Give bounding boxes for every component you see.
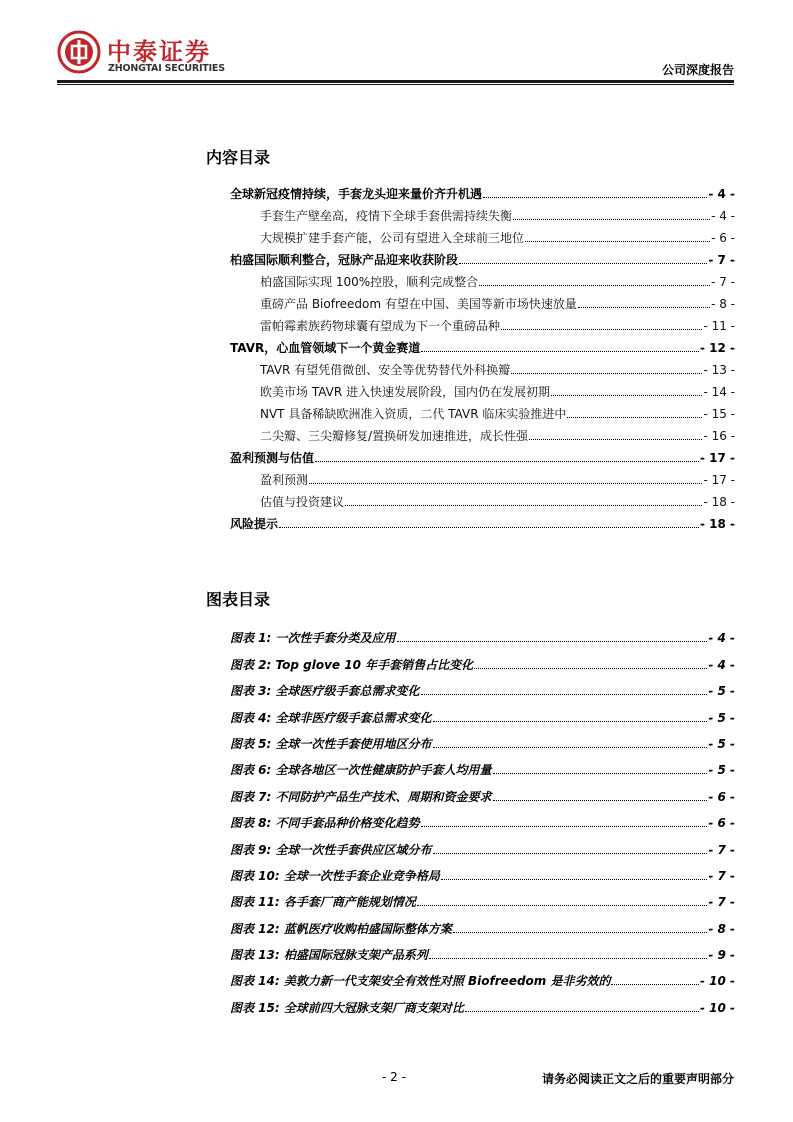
figure-entry-text: 图表 5: 全球一次性手套使用地区分布	[230, 736, 432, 751]
figure-entry-text: 图表 12: 蓝帆医疗收购柏盛国际整体方案	[230, 921, 452, 936]
figure-entry-text: 图表 8: 不同手套品种价格变化趋势	[230, 816, 420, 831]
figure-entry-page: - 5 -	[708, 710, 735, 725]
figure-entry-page: - 8 -	[708, 921, 735, 936]
toc-entry[interactable]	[230, 422, 735, 444]
toc-entry-text: TAVR 有望凭借微创、安全等优势替代外科换瓣	[260, 363, 511, 377]
figure-entry-text: 图表 1: 一次性手套分类及应用	[230, 631, 396, 646]
figure-entry[interactable]	[230, 620, 735, 646]
toc-entry-text: 重磅产品 Biofreedom 有望在中国、美国等新市场快速放量	[260, 297, 577, 311]
dot-leader	[417, 905, 707, 906]
lof-title: 图表目录	[206, 590, 271, 609]
toc-entry-page: - 11 -	[703, 319, 735, 333]
dot-leader	[279, 527, 699, 528]
dot-leader	[345, 505, 702, 506]
toc-entry[interactable]	[230, 268, 735, 290]
toc-entry-page: - 17 -	[699, 451, 735, 465]
dot-leader	[315, 461, 699, 462]
toc-entry[interactable]	[230, 202, 735, 224]
brand-name-en: ZHONGTAI SECURITIES	[108, 63, 225, 74]
toc-entry-text: NVT 具备稀缺欧洲准入资质，二代 TAVR 临床实验推进中	[260, 407, 567, 421]
figure-entry-page: - 5 -	[708, 736, 735, 751]
figure-entry-page: - 10 -	[699, 974, 735, 989]
dot-leader	[309, 483, 702, 484]
dot-leader	[525, 241, 710, 242]
dot-leader	[501, 329, 702, 330]
figure-entry-page: - 6 -	[708, 816, 735, 831]
figure-entry[interactable]	[230, 937, 735, 963]
toc-entry-page: - 12 -	[699, 341, 735, 355]
report-type-label: 公司深度报告	[661, 63, 734, 77]
toc-entry-page: - 17 -	[703, 473, 735, 487]
dot-leader	[493, 800, 708, 801]
toc-entry-page: - 16 -	[703, 429, 735, 443]
figure-entry[interactable]	[230, 673, 735, 699]
toc-entry-text: 手套生产壁垒高，疫情下全球手套供需持续失衡	[260, 209, 513, 223]
toc-entry-page: - 18 -	[703, 495, 735, 509]
figure-entry-text: 图表 4: 全球非医疗级手套总需求变化	[230, 710, 432, 725]
toc-entry[interactable]	[230, 466, 735, 488]
toc-entry-text: TAVR，心血管领域下一个黄金赛道	[230, 341, 421, 355]
toc-entry[interactable]	[230, 334, 735, 356]
toc-entry-text: 盈利预测与估值	[230, 451, 315, 465]
figure-entry[interactable]	[230, 831, 735, 857]
page-number: - 2 -	[382, 1070, 406, 1084]
figure-entry-text: 图表 7: 不同防护产品生产技术、周期和资金要求	[230, 789, 492, 804]
dot-leader	[493, 773, 708, 774]
dot-leader	[433, 853, 708, 854]
toc-entry[interactable]	[230, 356, 735, 378]
figure-entry[interactable]	[230, 805, 735, 831]
toc-entry-page: - 4 -	[711, 209, 735, 223]
figure-entry-text: 图表 6: 全球各地区一次性健康防护手套人均用量	[230, 763, 492, 778]
toc-entry-text: 雷帕霉素族药物球囊有望成为下一个重磅品种	[260, 319, 501, 333]
toc-entry-page: - 13 -	[703, 363, 735, 377]
page-header	[0, 0, 793, 90]
dot-leader	[479, 285, 710, 286]
dot-leader	[421, 694, 708, 695]
figure-entry-text: 图表 14: 美敦力新一代支架安全有效性对照 Biofreedom 是非劣效的	[230, 974, 611, 989]
figure-entry[interactable]	[230, 646, 735, 672]
dot-leader	[459, 263, 707, 264]
dot-leader	[483, 197, 707, 198]
toc-entry-page: - 18 -	[699, 517, 735, 531]
toc-entry-page: - 8 -	[711, 297, 735, 311]
figure-entry[interactable]	[230, 699, 735, 725]
figure-entry[interactable]	[230, 778, 735, 804]
toc-entry-text: 欧美市场 TAVR 进入快速发展阶段，国内仍在发展初期	[260, 385, 551, 399]
figure-entry-page: - 7 -	[708, 842, 735, 857]
dot-leader	[453, 932, 707, 933]
brand-name-cn: 中泰证券	[107, 38, 211, 66]
toc-entry-text: 大规模扩建手套产能，公司有望进入全球前三地位	[260, 231, 525, 245]
toc-entry-page: - 15 -	[703, 407, 735, 421]
figure-entry-text: 图表 3: 全球医疗级手套总需求变化	[230, 684, 420, 699]
figure-entry[interactable]	[230, 884, 735, 910]
figure-entry-page: - 5 -	[708, 684, 735, 699]
dot-leader	[513, 219, 710, 220]
toc-entry-text: 二尖瓣、三尖瓣修复/置换研发加速推进，成长性强	[260, 429, 529, 443]
toc-entry-text: 柏盛国际实现 100%控股，顺利完成整合	[260, 275, 479, 289]
toc-entry-page: - 6 -	[711, 231, 735, 245]
dot-leader	[611, 984, 699, 985]
dot-leader	[465, 1011, 699, 1012]
toc-entry-page: - 7 -	[711, 275, 735, 289]
toc-entry[interactable]	[230, 444, 735, 466]
zhongtai-logo-icon	[57, 30, 101, 74]
table-of-contents	[230, 180, 735, 532]
toc-entry[interactable]	[230, 224, 735, 246]
toc-entry[interactable]	[230, 180, 735, 202]
dot-leader	[421, 351, 699, 352]
figure-entry-page: - 4 -	[708, 657, 735, 672]
figure-entry-page: - 5 -	[708, 763, 735, 778]
header-divider-thin	[57, 84, 734, 85]
figure-entry-page: - 4 -	[708, 631, 735, 646]
dot-leader	[397, 641, 708, 642]
dot-leader	[429, 958, 707, 959]
figure-entry-page: - 7 -	[708, 868, 735, 883]
figure-entry-text: 图表 13: 柏盛国际冠脉支架产品系列	[230, 948, 428, 963]
dot-leader	[474, 668, 707, 669]
list-of-figures	[230, 620, 735, 1016]
figure-entry[interactable]	[230, 910, 735, 936]
figure-entry[interactable]	[230, 963, 735, 989]
dot-leader	[578, 307, 710, 308]
figure-entry[interactable]	[230, 858, 735, 884]
toc-title: 内容目录	[206, 148, 271, 167]
toc-entry-text: 盈利预测	[260, 473, 309, 487]
figure-entry-text: 图表 2: Top glove 10 年手套销售占比变化	[230, 657, 474, 672]
toc-entry-text: 全球新冠疫情持续，手套龙头迎来量价齐升机遇	[230, 187, 483, 201]
figure-entry-page: - 6 -	[708, 789, 735, 804]
dot-leader	[441, 879, 707, 880]
toc-entry[interactable]	[230, 312, 735, 334]
dot-leader	[567, 417, 702, 418]
toc-entry[interactable]	[230, 488, 735, 510]
figure-entry[interactable]	[230, 726, 735, 752]
figure-entry-page: - 10 -	[699, 1000, 735, 1015]
toc-entry[interactable]	[230, 246, 735, 268]
toc-entry[interactable]	[230, 378, 735, 400]
toc-entry-page: - 7 -	[708, 253, 735, 267]
dot-leader	[433, 721, 708, 722]
figure-entry-text: 图表 10: 全球一次性手套企业竞争格局	[230, 868, 440, 883]
disclaimer-note: 请务必阅读正文之后的重要声明部分	[541, 1072, 734, 1086]
toc-entry-text: 柏盛国际顺利整合，冠脉产品迎来收获阶段	[230, 253, 459, 267]
toc-entry-page: - 14 -	[703, 385, 735, 399]
figure-entry-text: 图表 15: 全球前四大冠脉支架厂商支架对比	[230, 1000, 464, 1015]
figure-entry[interactable]	[230, 989, 735, 1015]
company-logo	[57, 30, 257, 78]
header-divider	[57, 80, 734, 83]
dot-leader	[433, 747, 708, 748]
toc-entry[interactable]	[230, 510, 735, 532]
dot-leader	[551, 395, 702, 396]
toc-entry-page: - 4 -	[708, 187, 735, 201]
toc-entry[interactable]	[230, 290, 735, 312]
dot-leader	[421, 826, 708, 827]
figure-entry-page: - 7 -	[708, 895, 735, 910]
toc-entry-text: 风险提示	[230, 517, 279, 531]
dot-leader	[511, 373, 702, 374]
figure-entry-text: 图表 11: 各手套厂商产能规划情况	[230, 895, 416, 910]
toc-entry-text: 估值与投资建议	[260, 495, 345, 509]
dot-leader	[529, 439, 702, 440]
toc-entry[interactable]	[230, 400, 735, 422]
figure-entry-page: - 9 -	[708, 948, 735, 963]
figure-entry-text: 图表 9: 全球一次性手套供应区域分布	[230, 842, 432, 857]
figure-entry[interactable]	[230, 752, 735, 778]
